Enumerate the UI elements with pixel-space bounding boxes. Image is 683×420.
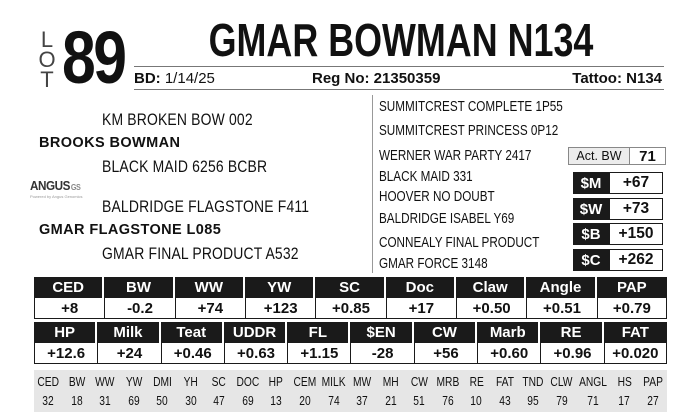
percentile-column <box>519 370 547 412</box>
index-box <box>573 249 663 271</box>
epd-header: Marb <box>477 322 540 343</box>
percentile-header: PAP <box>642 374 663 389</box>
pedigree-dam-dam: GMAR FINAL PRODUCT A532 <box>102 244 299 263</box>
epd-value: +0.96 <box>540 343 603 364</box>
epd-header: FL <box>287 322 350 343</box>
pedigree-ancestor: BLACK MAID 331 <box>379 168 473 185</box>
epd-header: Claw <box>456 277 526 298</box>
percentile-header: CED <box>37 374 60 389</box>
epd-value: +17 <box>386 298 456 319</box>
angus-logo-sub: Powered by Angus Genomics <box>30 194 83 199</box>
percentile-value: 18 <box>71 393 83 408</box>
lot-letter: O <box>38 47 56 72</box>
percentile-header: FAT <box>495 374 514 389</box>
percentile-column <box>547 370 575 412</box>
percentile-column <box>233 370 262 412</box>
pedigree-ancestor: HOOVER NO DOUBT <box>379 188 495 205</box>
percentile-header: DMI <box>152 374 172 389</box>
percentile-column <box>34 370 62 412</box>
pedigree-ancestor: SUMMITCREST COMPLETE 1P55 <box>379 98 563 115</box>
epd-value: +0.46 <box>161 343 224 364</box>
percentile-header: CLW <box>550 374 573 389</box>
epd-table-maternal-carcass <box>34 322 667 364</box>
percentile-header: MW <box>353 374 372 389</box>
percentile-value: 10 <box>470 393 482 408</box>
percentile-column <box>462 370 490 412</box>
percentile-value: 74 <box>327 393 340 408</box>
pedigree-sire-dam: BLACK MAID 6256 BCBR <box>102 157 268 176</box>
epd-header: Milk <box>97 322 160 343</box>
epd-value: +0.50 <box>456 298 526 319</box>
percentile-column <box>405 370 433 412</box>
pedigree-ancestor: GMAR FORCE 3148 <box>379 255 488 272</box>
epd-value: +12.6 <box>34 343 97 364</box>
percentile-column <box>610 370 638 412</box>
percentile-value: 76 <box>442 393 454 408</box>
percentile-header: YW <box>125 374 142 389</box>
percentile-header: SC <box>212 374 227 389</box>
epd-value: +123 <box>245 298 315 319</box>
epd-header: PAP <box>597 277 667 298</box>
percentile-header: RE <box>469 374 484 389</box>
epd-header: WW <box>175 277 245 298</box>
percentile-column <box>639 370 668 412</box>
percentile-column <box>319 370 348 412</box>
pedigree-divider <box>372 95 373 273</box>
angus-logo-text: ANGUS <box>30 178 71 193</box>
index-label: $W <box>573 198 609 220</box>
percentile-header: DOC <box>236 374 260 389</box>
index-label: $B <box>573 223 609 245</box>
epd-header: FAT <box>604 322 667 343</box>
actual-birth-weight-value: 71 <box>630 147 666 165</box>
epd-header: YW <box>245 277 315 298</box>
percentile-value: 20 <box>298 393 311 408</box>
epd-header: RE <box>540 322 603 343</box>
registration-value: 21350359 <box>373 69 441 87</box>
index-box <box>573 198 663 220</box>
epd-value: +1.15 <box>287 343 350 364</box>
lot-number: 89 <box>62 16 125 99</box>
pedigree-sire-sire: KM BROKEN BOW 002 <box>102 110 253 129</box>
epd-value: +8 <box>34 298 104 319</box>
pedigree-ancestor: BALDRIDGE ISABEL Y69 <box>379 210 515 227</box>
percentile-column <box>491 370 520 412</box>
percentile-header: TND <box>522 374 544 389</box>
percentile-column <box>576 370 610 412</box>
percentile-column <box>262 370 290 412</box>
epd-header: Teat <box>161 322 224 343</box>
epd-header: Angle <box>526 277 596 298</box>
epd-header: UDDR <box>224 322 287 343</box>
percentile-column <box>348 370 376 412</box>
percentile-header: WW <box>95 374 115 389</box>
percentile-header: CEM <box>293 374 317 389</box>
epd-value: +0.020 <box>604 343 667 364</box>
percentile-value: 21 <box>385 393 397 408</box>
percentile-rank-strip <box>34 370 667 412</box>
pedigree-ancestor: WERNER WAR PARTY 2417 <box>379 147 532 164</box>
birth-date <box>134 70 215 87</box>
percentile-header: CW <box>410 374 428 389</box>
percentile-column <box>205 370 233 412</box>
percentile-header: HS <box>617 374 632 389</box>
percentile-value: 71 <box>587 393 599 408</box>
percentile-value: 69 <box>241 393 254 408</box>
pedigree-dam: GMAR FLAGSTONE L085 <box>39 222 222 238</box>
actual-birth-weight-label: Act. BW <box>568 147 630 165</box>
percentile-column <box>176 370 204 412</box>
index-box <box>573 223 663 245</box>
percentile-header: MH <box>382 374 399 389</box>
actual-birth-weight <box>568 147 666 165</box>
percentile-header: ANGL <box>579 374 607 389</box>
epd-value: +0.79 <box>597 298 667 319</box>
epd-table-growth <box>34 277 667 319</box>
lot-letter: T <box>40 67 54 92</box>
registration-number <box>312 70 440 87</box>
percentile-column <box>148 370 176 412</box>
pedigree-dam-sire: BALDRIDGE FLAGSTONE F411 <box>102 197 310 216</box>
percentile-column <box>62 370 90 412</box>
animal-name: GMAR BOWMAN N134 <box>208 14 594 66</box>
pedigree-sire: BROOKS BOWMAN <box>39 135 181 151</box>
percentile-header: YH <box>183 374 198 389</box>
epd-value: -0.2 <box>104 298 174 319</box>
tattoo-value: N134 <box>626 69 662 87</box>
birth-date-value: 1/14/25 <box>164 69 215 87</box>
epd-header: $EN <box>350 322 413 343</box>
epd-header: SC <box>315 277 385 298</box>
info-line <box>134 66 664 90</box>
epd-header: HP <box>34 322 97 343</box>
index-box <box>573 172 663 194</box>
pedigree-ancestor: SUMMITCREST PRINCESS 0P12 <box>379 122 559 139</box>
epd-value: +0.51 <box>526 298 596 319</box>
percentile-column <box>290 370 318 412</box>
percentile-value: 17 <box>618 393 630 408</box>
percentile-value: 69 <box>128 393 140 408</box>
percentile-value: 50 <box>156 393 168 408</box>
index-value: +73 <box>609 198 663 220</box>
tattoo <box>572 70 662 87</box>
percentile-value: 95 <box>527 393 539 408</box>
epd-header: CW <box>414 322 477 343</box>
index-label: $M <box>573 172 609 194</box>
registration-label: Reg No: <box>312 69 370 87</box>
epd-header: CED <box>34 277 104 298</box>
epd-header: Doc <box>386 277 456 298</box>
percentile-column <box>434 370 462 412</box>
epd-header: BW <box>104 277 174 298</box>
epd-value: +56 <box>414 343 477 364</box>
percentile-value: 51 <box>413 393 425 408</box>
percentile-value: 32 <box>42 393 54 408</box>
percentile-header: BW <box>68 374 85 389</box>
percentile-header: HP <box>269 374 284 389</box>
birth-date-label: BD: <box>134 69 161 87</box>
percentile-column <box>377 370 406 412</box>
index-value: +262 <box>609 249 663 271</box>
epd-value: +0.85 <box>315 298 385 319</box>
percentile-value: 30 <box>184 393 197 408</box>
percentile-column <box>91 370 119 412</box>
percentile-value: 79 <box>556 393 568 408</box>
lot-letter: L <box>40 27 54 52</box>
percentile-value: 27 <box>647 393 659 408</box>
percentile-value: 31 <box>99 393 111 408</box>
percentile-column <box>119 370 148 412</box>
epd-value: -28 <box>350 343 413 364</box>
percentile-value: 47 <box>213 393 225 408</box>
epd-value: +0.63 <box>224 343 287 364</box>
epd-value: +24 <box>97 343 160 364</box>
percentile-header: MRB <box>436 374 460 389</box>
tattoo-label: Tattoo: <box>572 69 622 87</box>
percentile-value: 37 <box>356 393 368 408</box>
epd-value: +74 <box>175 298 245 319</box>
percentile-value: 43 <box>499 393 511 408</box>
epd-value: +0.60 <box>477 343 540 364</box>
angus-gs-logo <box>30 178 94 200</box>
percentile-value: 13 <box>270 393 282 408</box>
angus-logo-sup: GS <box>70 183 81 192</box>
index-value: +67 <box>609 172 663 194</box>
percentile-header: MILK <box>321 374 346 389</box>
index-value: +150 <box>609 223 663 245</box>
pedigree-ancestor: CONNEALY FINAL PRODUCT <box>379 234 540 251</box>
lot-label <box>36 27 58 92</box>
index-label: $C <box>573 249 609 271</box>
